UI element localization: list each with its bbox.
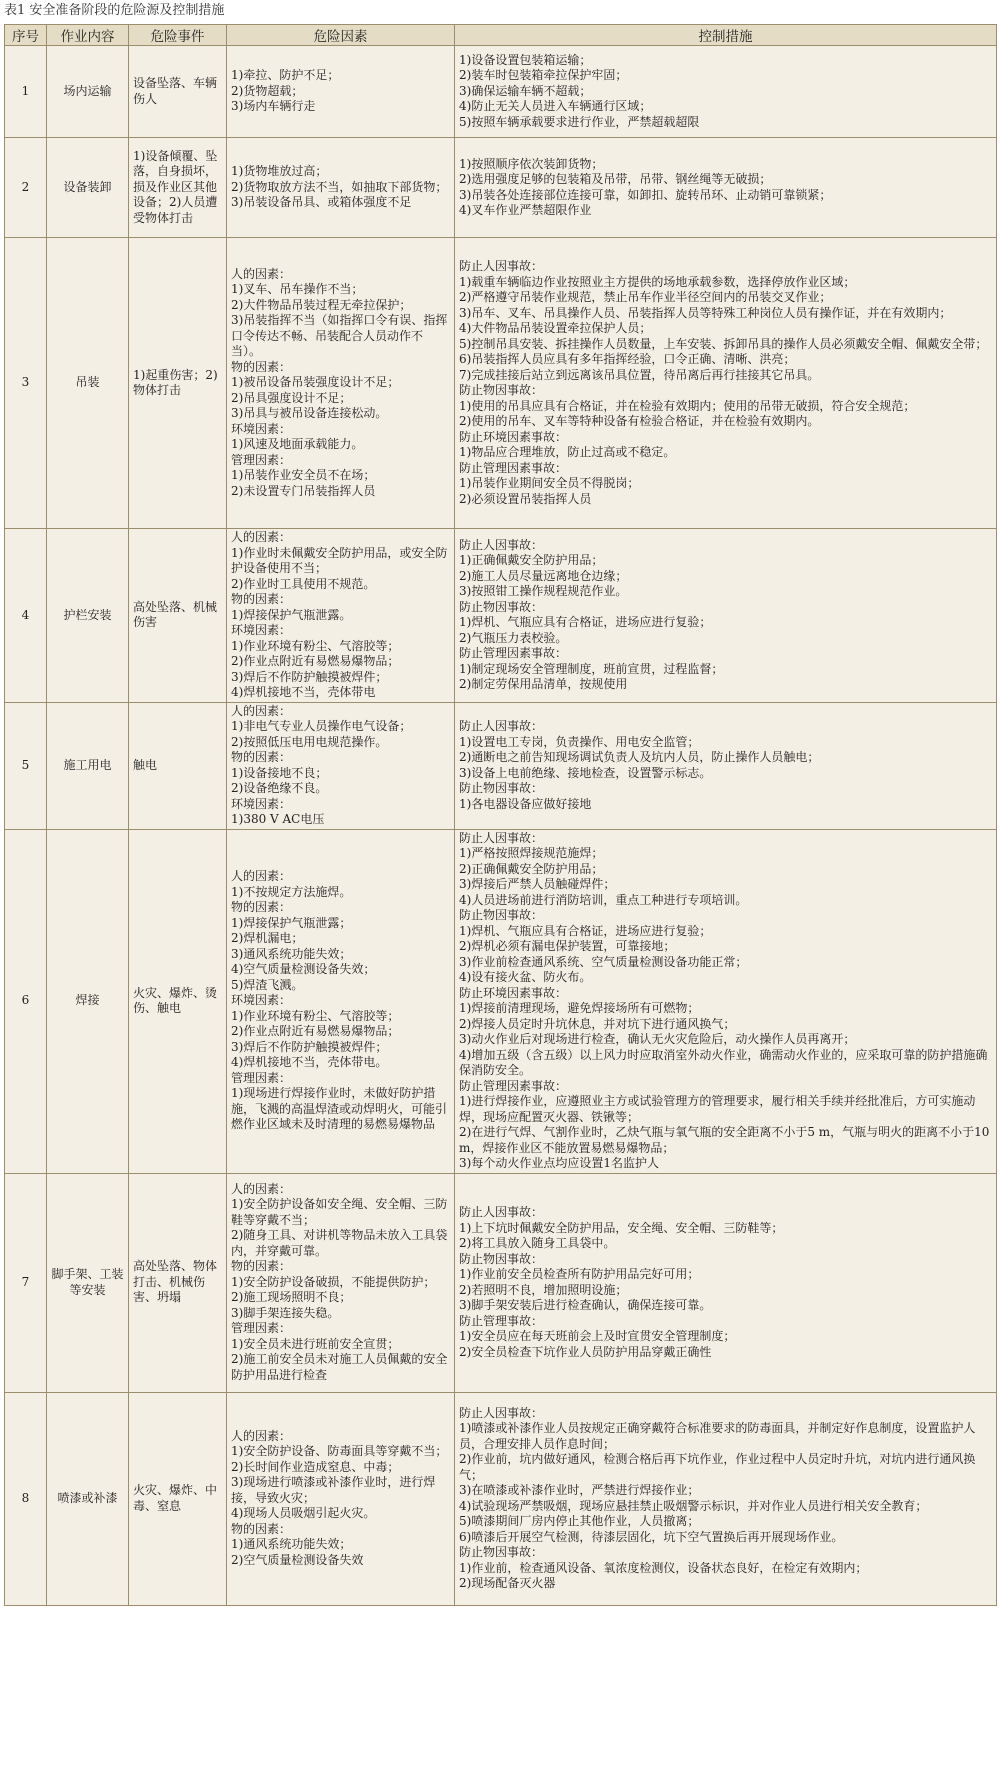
measure-line: 3)确保运输车辆不超载； xyxy=(459,83,592,98)
measure-line: 防止人因事故： xyxy=(459,830,544,845)
factor-line: 管理因素： xyxy=(231,1070,292,1085)
factor-line: 环境因素： xyxy=(231,993,292,1008)
measure-line: 防止人因事故： xyxy=(459,1205,544,1219)
header-measures: 控制措施 xyxy=(455,25,997,46)
factor-line: 人的因素： xyxy=(231,530,292,544)
factor-line: 2)按照低压电用电规范操作。 xyxy=(231,734,388,749)
measure-line: 1)焊接前清理现场，避免焊接场所有可燃物； xyxy=(459,1001,700,1015)
factor-line: 人的因素： xyxy=(231,703,292,718)
table-row xyxy=(5,702,997,829)
factor-line: 物的因素： xyxy=(231,1521,292,1536)
hazard-factors-cell xyxy=(227,1173,455,1392)
row-number: 7 xyxy=(5,1173,47,1392)
row-number: 2 xyxy=(5,138,47,238)
measure-line: 2)焊接人员定时升坑休息，并对坑下进行通风换气； xyxy=(459,1016,736,1031)
factor-line: 1)通风系统功能失效； xyxy=(231,1537,352,1552)
hazard-factors-cell xyxy=(227,702,455,829)
measure-line: 防止管理因素事故： xyxy=(459,646,568,661)
measure-line: 6)吊装指挥人员应具有多年指挥经验，口令正确、清晰、洪亮； xyxy=(459,352,796,366)
table-caption: 表1 安全准备阶段的危险源及控制措施 xyxy=(4,3,225,18)
hazard-factors-cell xyxy=(227,829,455,1173)
hazard-event-cell: 1)设备倾覆、坠落，自身损坏，损及作业区其他设备；2)人员遭受物体打击 xyxy=(129,138,227,238)
measure-line: 1)吊装作业期间安全员不得脱岗； xyxy=(459,476,640,490)
measure-line: 1)使用的吊具应具有合格证，并在检验有效期内；使用的吊带无破损，符合安全规范； xyxy=(459,398,916,413)
factor-line: 3)吊装设备吊具、或箱体强度不足 xyxy=(231,195,412,210)
factor-line: 2)施工现场照明不良； xyxy=(231,1290,352,1305)
measure-line: 1)各电器设备应做好接地 xyxy=(459,796,592,811)
hazard-event-cell: 高处坠落、物体打击、机械伤害、坍塌 xyxy=(129,1173,227,1392)
hazard-event-cell: 触电 xyxy=(129,702,227,829)
measure-line: 1)载重车辆临边作业按照业主方提供的场地承载参数，选择停放作业区域； xyxy=(459,274,856,289)
measure-line: 2)气瓶压力表校验。 xyxy=(459,630,568,645)
table-row xyxy=(5,1392,997,1605)
measure-line: 防止环境因素事故： xyxy=(459,429,568,444)
measure-line: 4)增加五级（含五级）以上风力时应取消室外动火作业，确需动火作业的，应采取可靠的防护措施确保消防安全。 xyxy=(459,1047,988,1077)
factor-line: 1)叉车、吊车操作不当； xyxy=(231,282,364,297)
measure-line: 1)严格按照焊接规范施焊； xyxy=(459,846,604,860)
control-measures-cell xyxy=(455,46,997,138)
hazard-event-cell: 火灾、爆炸、中毒、窒息 xyxy=(129,1392,227,1605)
factor-line: 1)380 V AC电压 xyxy=(231,812,325,826)
factor-line: 物的因素： xyxy=(231,592,292,606)
measure-line: 5)按照车辆承载要求进行作业，严禁超载超限 xyxy=(459,114,700,129)
measure-line: 2)若照明不良，增加照明设施； xyxy=(459,1282,628,1297)
factor-line: 管理因素： xyxy=(231,452,292,467)
hazard-control-table xyxy=(4,24,997,1606)
measure-line: 1)安全员应在每天班前会上及时宣贯安全管理制度； xyxy=(459,1329,736,1343)
factor-line: 2)随身工具、对讲机等物品未放入工具袋内，并穿戴可靠。 xyxy=(231,1228,448,1258)
measure-line: 防止人因事故： xyxy=(459,259,544,273)
measure-line: 1)喷漆或补漆作业人员按规定正确穿戴符合标准要求的防毒面具，并制定好作息制度，设置监护人员，合理安排人员作息时间； xyxy=(459,1421,976,1451)
measure-line: 2)使用的吊车、叉车等特种设备有检验合格证，并在检验有效期内。 xyxy=(459,414,820,428)
measure-line: 2)严格遵守吊装作业规范，禁止吊车作业半径空间内的吊装交叉作业； xyxy=(459,290,832,304)
factor-line: 4)空气质量检测设备失效； xyxy=(231,962,376,977)
factor-line: 2)货物取放方法不当，如抽取下部货物； xyxy=(231,179,448,194)
measure-line: 3)吊装各处连接部位连接可靠，如卸扣、旋转吊环、止动销可靠锁紧； xyxy=(459,187,832,202)
factor-line: 2)焊机漏电； xyxy=(231,931,304,946)
factor-line: 人的因素： xyxy=(231,266,292,281)
factor-line: 2)未设置专门吊装指挥人员 xyxy=(231,483,376,498)
factor-line: 物的因素： xyxy=(231,900,292,915)
measure-line: 防止管理因素事故： xyxy=(459,1078,568,1093)
measure-line: 防止人因事故： xyxy=(459,1405,544,1420)
factor-line: 物的因素： xyxy=(231,359,292,374)
factor-line: 1)作业环境有粉尘、气溶胶等； xyxy=(231,1008,400,1023)
task-cell: 焊接 xyxy=(47,829,129,1173)
factor-line: 人的因素： xyxy=(231,1181,292,1196)
measure-line: 3)作业前检查通风系统、空气质量检测设备功能正常； xyxy=(459,954,748,969)
measure-line: 1)作业前，检查通风设备、氧浓度检测仪，设备状态良好，在检定有效期内； xyxy=(459,1560,868,1575)
task-cell: 喷漆或补漆 xyxy=(47,1392,129,1605)
measure-line: 防止环境因素事故： xyxy=(459,985,568,1000)
factor-line: 1)作业时未佩戴安全防护用品，或安全防护设备使用不当； xyxy=(231,545,448,575)
control-measures-cell xyxy=(455,829,997,1173)
factor-line: 2)施工前安全员未对施工人员佩戴的安全防护用品进行检查 xyxy=(231,1352,448,1382)
measure-line: 防止物因事故： xyxy=(459,1251,544,1266)
factor-line: 物的因素： xyxy=(231,750,292,764)
factor-line: 2)空气质量检测设备失效 xyxy=(231,1552,364,1567)
measure-line: 1)物品应合理堆放，防止过高或不稳定。 xyxy=(459,445,676,459)
measure-line: 4)人员进场前进行消防培训，重点工种进行专项培训。 xyxy=(459,892,748,907)
measure-line: 4)试验现场严禁吸烟，现场应悬挂禁止吸烟警示标识，并对作业人员进行相关安全教育； xyxy=(459,1498,928,1513)
task-cell: 脚手架、工装等安装 xyxy=(47,1173,129,1392)
measure-line: 6)喷漆后开展空气检测，待漆层固化，坑下空气置换后再开展现场作业。 xyxy=(459,1529,844,1544)
measure-line: 2)在进行气焊、气割作业时，乙炔气瓶与氧气瓶的安全距离不小于5 m，气瓶与明火的距离不小于10 m，焊接作业区不能放置易燃易爆物品； xyxy=(459,1125,990,1155)
measure-line: 2)正确佩戴安全防护用品； xyxy=(459,861,604,876)
row-number: 6 xyxy=(5,829,47,1173)
control-measures-cell xyxy=(455,1392,997,1605)
row-number: 8 xyxy=(5,1392,47,1605)
task-cell: 场内运输 xyxy=(47,46,129,138)
table-header-row xyxy=(5,25,997,46)
control-measures-cell xyxy=(455,529,997,703)
measure-line: 1)正确佩戴安全防护用品； xyxy=(459,553,604,568)
measure-line: 防止人因事故： xyxy=(459,537,544,552)
measure-line: 1)焊机、气瓶应具有合格证，进场应进行复验； xyxy=(459,923,712,938)
hazard-factors-cell xyxy=(227,1392,455,1605)
measure-line: 2)通断电之前告知现场调试负责人及坑内人员，防止操作人员触电； xyxy=(459,750,820,764)
hazard-event-cell: 高处坠落、机械伤害 xyxy=(129,529,227,703)
factor-line: 1)不按规定方法施焊。 xyxy=(231,884,352,899)
header-task: 作业内容 xyxy=(47,25,129,46)
hazard-factors-cell xyxy=(227,529,455,703)
factor-line: 环境因素： xyxy=(231,623,292,637)
measure-line: 3)动火作业后对现场进行检查，确认无火灾危险后，动火操作人员再离开； xyxy=(459,1032,856,1046)
table-row xyxy=(5,529,997,703)
hazard-event-cell: 火灾、爆炸、烫伤、触电 xyxy=(129,829,227,1173)
measure-line: 4)设有接火盆、防火布。 xyxy=(459,970,592,984)
factor-line: 1)作业环境有粉尘、气溶胶等； xyxy=(231,638,400,653)
measure-line: 3)设备上电前绝缘、接地检查，设置警示标志。 xyxy=(459,765,712,780)
hazard-event-cell: 设备坠落、车辆伤人 xyxy=(129,46,227,138)
hazard-factors-cell xyxy=(227,46,455,138)
measure-line: 3)脚手架安装后进行检查确认，确保连接可靠。 xyxy=(459,1298,712,1312)
factor-line: 1)牵拉、防护不足； xyxy=(231,68,340,83)
factor-line: 4)焊机接地不当，壳体带电 xyxy=(231,685,376,699)
factor-line: 2)货物超载； xyxy=(231,83,304,98)
factor-line: 环境因素： xyxy=(231,796,292,811)
control-measures-cell xyxy=(455,138,997,238)
measure-line: 1)制定现场安全管理制度，班前宣贯，过程监督； xyxy=(459,661,724,676)
table-row xyxy=(5,46,997,138)
measure-line: 防止人因事故： xyxy=(459,719,544,733)
measure-line: 3)焊接后严禁人员触碰焊件； xyxy=(459,877,616,891)
measure-line: 2)施工人员尽量远离地仓边缘； xyxy=(459,568,628,583)
hazard-event-cell: 1)起重伤害；2)物体打击 xyxy=(129,238,227,529)
factor-line: 3)焊后不作防护触摸被焊件； xyxy=(231,1039,388,1054)
control-measures-cell xyxy=(455,238,997,529)
factor-line: 1)焊接保护气瓶泄露； xyxy=(231,915,352,930)
measure-line: 2)安全员检查下坑作业人员防护用品穿戴正确性 xyxy=(459,1344,712,1359)
measure-line: 4)叉车作业严禁超限作业 xyxy=(459,203,592,217)
header-no: 序号 xyxy=(5,25,47,46)
factor-line: 1)风速及地面承载能力。 xyxy=(231,437,364,452)
control-measures-cell xyxy=(455,702,997,829)
measure-line: 1)进行焊接作业，应遵照业主方或试验管理方的管理要求，履行相关手续并经批准后，方可实施动焊，现场应配置灭火器、铁锹等； xyxy=(459,1094,976,1124)
table-row xyxy=(5,829,997,1173)
measure-line: 1)作业前安全员检查所有防护用品完好可用； xyxy=(459,1267,700,1281)
measure-line: 防止物因事故： xyxy=(459,908,544,922)
factor-line: 2)大件物品吊装过程无牵拉保护； xyxy=(231,297,412,312)
measure-line: 1)按照顺序依次装卸货物； xyxy=(459,156,604,171)
factor-line: 3)脚手架连接失稳。 xyxy=(231,1305,340,1320)
measure-line: 2)作业前，坑内做好通风，检测合格后再下坑作业，作业过程中人员定时升坑，对坑内进行通风换气； xyxy=(459,1452,976,1482)
measure-line: 2)选用强度足够的包装箱及吊带，吊带、钢丝绳等无破损； xyxy=(459,172,772,186)
factor-line: 3)吊装指挥不当（如指挥口令有误、指挥口令传达不畅、吊装配合人员动作不当）。 xyxy=(231,313,448,359)
table-row xyxy=(5,238,997,529)
factor-line: 1)现场进行焊接作业时，未做好防护措施，飞溅的高温焊渣或动焊明火，可能引燃作业区域未及时清理的易燃易爆物品 xyxy=(231,1086,448,1132)
factor-line: 4)焊机接地不当，壳体带电。 xyxy=(231,1055,388,1070)
measure-line: 5)控制吊具安装、拆挂操作人员数量，上车安装、拆卸吊具的操作人员必须戴安全帽、佩戴安全带； xyxy=(459,336,988,351)
factor-line: 2)设备绝缘不良。 xyxy=(231,781,328,795)
header-factors: 危险因素 xyxy=(227,25,455,46)
measure-line: 3)按照钳工操作规程规范作业。 xyxy=(459,584,628,599)
measure-line: 4)防止无关人员进入车辆通行区域； xyxy=(459,99,652,114)
task-cell: 护栏安装 xyxy=(47,529,129,703)
measure-line: 5)喷漆期间厂房内停止其他作业，人员撤离； xyxy=(459,1514,700,1528)
measure-line: 防止物因事故： xyxy=(459,1545,544,1559)
factor-line: 1)安全员未进行班前安全宣贯； xyxy=(231,1336,400,1351)
factor-line: 3)通风系统功能失效； xyxy=(231,946,352,961)
factor-line: 1)设备接地不良； xyxy=(231,765,328,780)
measure-line: 1)设置电工专岗，负责操作、用电安全监管； xyxy=(459,734,700,749)
factor-line: 1)吊装作业安全员不在场； xyxy=(231,468,376,483)
table-row xyxy=(5,1173,997,1392)
factor-line: 1)被吊设备吊装强度设计不足； xyxy=(231,375,400,390)
measure-line: 防止管理因素事故： xyxy=(459,460,568,475)
factor-line: 3)吊具与被吊设备连接松动。 xyxy=(231,406,388,421)
factor-line: 3)场内车辆行走 xyxy=(231,99,316,114)
measure-line: 1)焊机、气瓶应具有合格证，进场应进行复验； xyxy=(459,615,712,630)
task-cell: 施工用电 xyxy=(47,702,129,829)
factor-line: 物的因素： xyxy=(231,1259,292,1274)
row-number: 3 xyxy=(5,238,47,529)
measure-line: 2)焊机必须有漏电保护装置，可靠接地； xyxy=(459,939,676,953)
measure-line: 2)现场配备灭火器 xyxy=(459,1576,556,1590)
factor-line: 3)现场进行喷漆或补漆作业时，进行焊接，导致火灾； xyxy=(231,1475,436,1505)
measure-line: 3)在喷漆或补漆作业时，严禁进行焊接作业； xyxy=(459,1483,700,1497)
factor-line: 环境因素： xyxy=(231,421,292,436)
factor-line: 3)焊后不作防护触摸被焊件； xyxy=(231,669,388,684)
factor-line: 2)作业时工具使用不规范。 xyxy=(231,576,376,591)
factor-line: 1)货物堆放过高； xyxy=(231,164,328,179)
factor-line: 2)吊具强度设计不足； xyxy=(231,390,352,405)
control-measures-cell xyxy=(455,1173,997,1392)
factor-line: 1)安全防护设备破损，不能提供防护； xyxy=(231,1274,436,1289)
factor-line: 1)非电气专业人员操作电气设备； xyxy=(231,719,412,733)
measure-line: 3)吊车、叉车、吊具操作人员、吊装指挥人员等特殊工种岗位人员有操作证，并在有效期内； xyxy=(459,305,952,320)
factor-line: 1)焊接保护气瓶泄露。 xyxy=(231,607,352,622)
measure-line: 防止物因事故： xyxy=(459,599,544,614)
hazard-factors-cell xyxy=(227,238,455,529)
factor-line: 2)作业点附近有易燃易爆物品； xyxy=(231,654,400,668)
factor-line: 人的因素： xyxy=(231,1428,292,1443)
task-cell: 设备装卸 xyxy=(47,138,129,238)
table-row xyxy=(5,138,997,238)
measure-line: 2)装车时包装箱牵拉保护牢固； xyxy=(459,68,628,83)
factor-line: 5)焊渣飞溅。 xyxy=(231,977,304,992)
factor-line: 4)现场人员吸烟引起火灾。 xyxy=(231,1506,376,1521)
measure-line: 7)完成挂接后站立到远离该吊具位置，待吊离后再行挂接其它吊具。 xyxy=(459,367,820,382)
measure-line: 防止物因事故： xyxy=(459,781,544,795)
factor-line: 人的因素： xyxy=(231,869,292,884)
measure-line: 2)必须设置吊装指挥人员 xyxy=(459,491,592,506)
factor-line: 2)长时间作业造成窒息、中毒； xyxy=(231,1459,400,1474)
hazard-factors-cell xyxy=(227,138,455,238)
row-number: 4 xyxy=(5,529,47,703)
measure-line: 1)设备设置包装箱运输； xyxy=(459,52,592,67)
measure-line: 1)上下坑时佩戴安全防护用品，安全绳、安全帽、三防鞋等； xyxy=(459,1220,784,1235)
task-cell: 吊装 xyxy=(47,238,129,529)
factor-line: 管理因素： xyxy=(231,1321,292,1336)
measure-line: 防止物因事故： xyxy=(459,383,544,397)
measure-line: 2)制定劳保用品清单，按规使用 xyxy=(459,677,628,692)
measure-line: 2)将工具放入随身工具袋中。 xyxy=(459,1236,616,1250)
measure-line: 防止管理事故： xyxy=(459,1313,544,1328)
header-event: 危险事件 xyxy=(129,25,227,46)
measure-line: 4)大件物品吊装设置牵拉保护人员； xyxy=(459,321,652,335)
factor-line: 1)安全防护设备、防毒面具等穿戴不当； xyxy=(231,1444,448,1459)
factor-line: 1)安全防护设备如安全绳、安全帽、三防鞋等穿戴不当； xyxy=(231,1197,448,1227)
row-number: 5 xyxy=(5,702,47,829)
factor-line: 2)作业点附近有易燃易爆物品； xyxy=(231,1024,400,1039)
measure-line: 3)每个动火作业点均应设置1名监护人 xyxy=(459,1156,659,1170)
row-number: 1 xyxy=(5,46,47,138)
